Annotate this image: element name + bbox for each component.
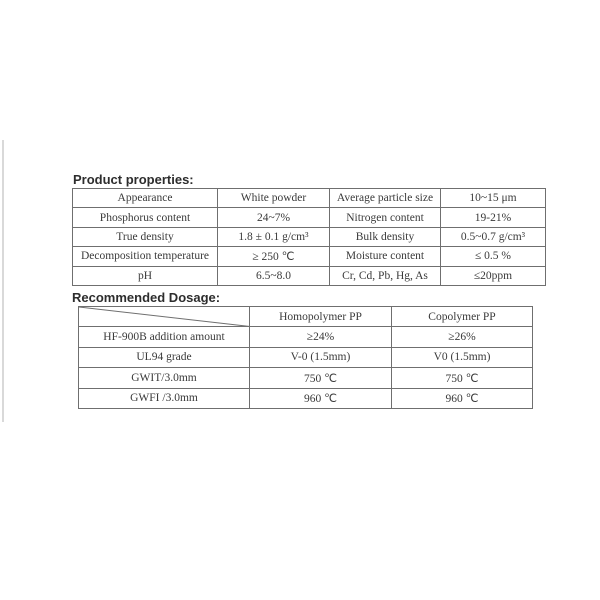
scan-artifact-line <box>2 140 4 422</box>
dosage-value-cell: ≥24% <box>250 327 392 347</box>
property-value-cell: 24~7% <box>218 208 330 227</box>
table-row <box>73 266 546 285</box>
diagonal-header-cell <box>79 307 250 327</box>
property-name-cell: True density <box>73 227 218 246</box>
property-value-cell: 0.5~0.7 g/cm³ <box>441 227 546 246</box>
dosage-value-cell: 750 ℃ <box>250 368 392 388</box>
property-name-cell: Appearance <box>73 189 218 208</box>
property-value-cell: 10~15 μm <box>441 189 546 208</box>
product-properties-heading: Product properties: <box>73 172 194 187</box>
table-row <box>79 347 533 367</box>
property-value-cell: 1.8 ± 0.1 g/cm³ <box>218 227 330 246</box>
table-row <box>79 327 533 347</box>
property-value-cell: 6.5~8.0 <box>218 266 330 285</box>
dosage-value-cell: 960 ℃ <box>250 388 392 408</box>
column-header-cell: Homopolymer PP <box>250 307 392 327</box>
property-name-cell: Cr, Cd, Pb, Hg, As <box>330 266 441 285</box>
property-value-cell: White powder <box>218 189 330 208</box>
dosage-name-cell: GWIT/3.0mm <box>79 368 250 388</box>
table-row <box>73 227 546 246</box>
property-name-cell: Moisture content <box>330 247 441 266</box>
table-row <box>73 208 546 227</box>
dosage-value-cell: V0 (1.5mm) <box>392 347 533 367</box>
table-row <box>73 189 546 208</box>
dosage-name-cell: GWFI /3.0mm <box>79 388 250 408</box>
table-row <box>73 247 546 266</box>
property-name-cell: Average particle size <box>330 189 441 208</box>
table-row <box>79 388 533 408</box>
property-name-cell: Nitrogen content <box>330 208 441 227</box>
recommended-dosage-table <box>78 306 533 409</box>
property-name-cell: pH <box>73 266 218 285</box>
dosage-value-cell: 750 ℃ <box>392 368 533 388</box>
property-name-cell: Bulk density <box>330 227 441 246</box>
table-header-row <box>79 307 533 327</box>
property-value-cell: ≥ 250 ℃ <box>218 247 330 266</box>
dosage-name-cell: UL94 grade <box>79 347 250 367</box>
property-value-cell: 19-21% <box>441 208 546 227</box>
diagonal-line <box>79 307 249 326</box>
property-name-cell: Decomposition temperature <box>73 247 218 266</box>
column-header-cell: Copolymer PP <box>392 307 533 327</box>
property-value-cell: ≤ 0.5 % <box>441 247 546 266</box>
property-value-cell: ≤20ppm <box>441 266 546 285</box>
table-row <box>79 368 533 388</box>
dosage-name-cell: HF-900B addition amount <box>79 327 250 347</box>
dosage-value-cell: V-0 (1.5mm) <box>250 347 392 367</box>
property-name-cell: Phosphorus content <box>73 208 218 227</box>
product-properties-table <box>72 188 546 286</box>
dosage-value-cell: ≥26% <box>392 327 533 347</box>
dosage-value-cell: 960 ℃ <box>392 388 533 408</box>
recommended-dosage-heading: Recommended Dosage: <box>72 290 221 305</box>
